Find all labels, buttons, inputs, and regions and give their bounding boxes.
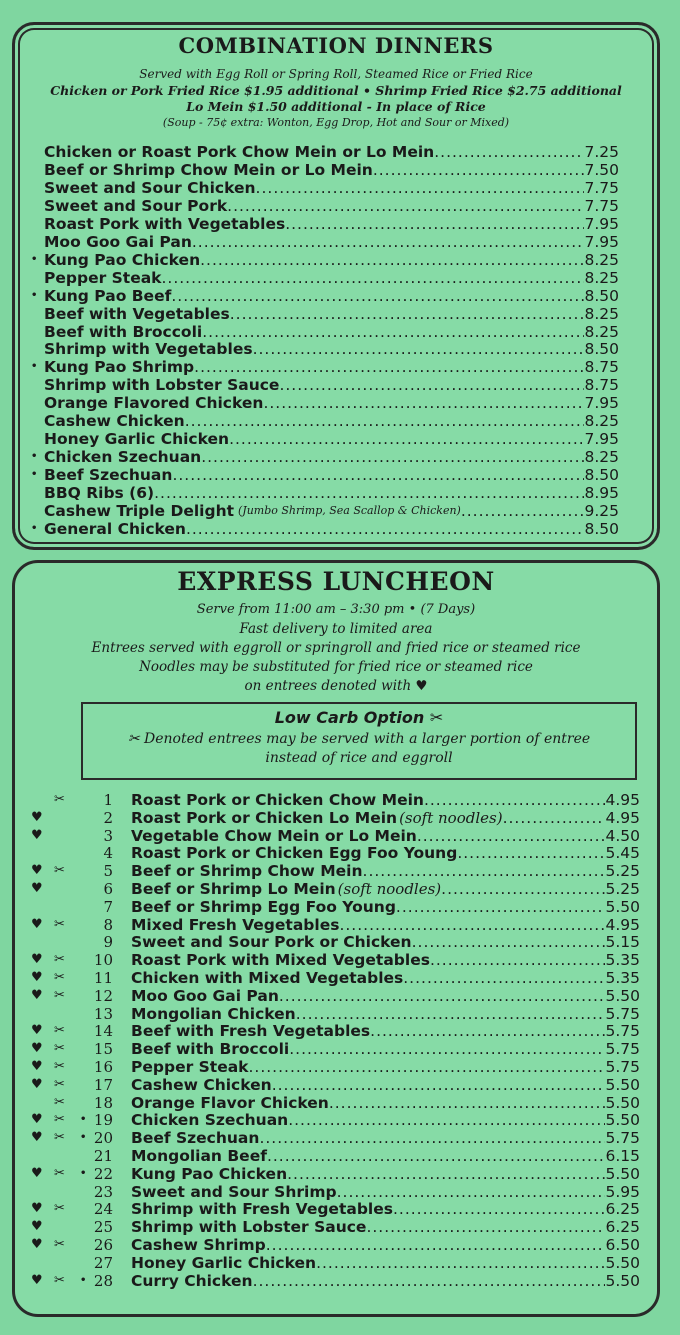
scissors-icon: ✂ <box>54 1076 65 1092</box>
menu-item <box>131 951 640 969</box>
menu-item-number: 16 <box>93 1058 113 1076</box>
menu-item-name: Beef with Broccoli <box>131 1040 290 1059</box>
menu-item-name: Cashew Chicken <box>44 412 185 431</box>
leader-dots <box>289 1040 605 1058</box>
menu-item-number: 11 <box>93 969 113 987</box>
leader-dots <box>316 1254 605 1272</box>
menu-item-price: 5.50 <box>605 897 640 916</box>
menu-item-name: Honey Garlic Chicken <box>44 430 230 449</box>
heart-icon: ♥ <box>31 1237 43 1252</box>
spicy-marker: • <box>80 1167 87 1179</box>
spicy-marker: • <box>31 522 38 534</box>
heart-icon: ♥ <box>31 1165 43 1181</box>
menu-item <box>44 161 619 179</box>
heart-icon: ♥ <box>31 881 43 896</box>
leader-dots <box>296 1005 606 1023</box>
spicy-marker: • <box>80 1132 87 1144</box>
menu-item-number: 18 <box>93 1093 113 1112</box>
scissors-icon: ✂ <box>54 1059 65 1074</box>
combination-dinners-title: COMBINATION DINNERS <box>178 33 494 58</box>
menu-item-name: Beef with Fresh Vegetables <box>131 1022 371 1041</box>
menu-item-number: 14 <box>93 1022 113 1041</box>
menu-item-price: 5.75 <box>605 1058 640 1076</box>
heart-icon: ♥ <box>31 1272 43 1288</box>
menu-item <box>131 1218 640 1236</box>
menu-item-name: Shrimp with Lobster Sauce <box>44 376 280 395</box>
menu-item-price: 7.25 <box>584 143 619 161</box>
leader-dots <box>192 233 585 251</box>
menu-item-name: Roast Pork with Vegetables <box>44 214 286 233</box>
menu-item <box>131 1094 640 1112</box>
menu-item-number: 4 <box>103 844 113 863</box>
low-carb-description: ✂ Denoted entrees may be served with a larger portion of entree <box>127 731 591 747</box>
scissors-icon: ✂ <box>54 987 65 1003</box>
heart-icon: ♥ <box>31 970 43 985</box>
express-note-3: Entrees served with eggroll or springroll and fried rice or steamed rice <box>91 640 581 656</box>
menu-item <box>131 1129 640 1147</box>
menu-item-price: 5.50 <box>605 1253 640 1272</box>
menu-item-price: 8.25 <box>584 412 619 431</box>
menu-item-price: 5.50 <box>605 986 640 1005</box>
menu-item <box>44 412 619 430</box>
menu-item-price: 4.95 <box>605 791 640 809</box>
menu-item-name: Roast Pork or Chicken Egg Foo Young <box>131 844 458 863</box>
menu-item-name: Kung Pao Chicken <box>131 1164 288 1183</box>
menu-item <box>131 987 640 1005</box>
menu-item <box>44 215 619 233</box>
leader-dots <box>263 394 584 412</box>
leader-dots <box>373 161 585 179</box>
leader-dots <box>441 880 605 898</box>
menu-item-name: Orange Flavored Chicken <box>44 394 264 413</box>
menu-item-price: 5.50 <box>605 1271 640 1290</box>
menu-item-price: 7.95 <box>584 430 619 449</box>
menu-item <box>131 1022 640 1040</box>
scissors-icon: ✂ <box>54 1272 65 1288</box>
heart-icon: ♥ <box>31 987 43 1003</box>
menu-item-name: Sweet and Sour Shrimp <box>131 1182 337 1201</box>
menu-item-name: Beef Szechuan <box>131 1129 260 1148</box>
menu-item <box>44 340 619 358</box>
menu-item-name: BBQ Ribs (6) <box>44 484 155 503</box>
menu-item-price: 8.25 <box>584 250 619 269</box>
menu-item <box>131 1254 640 1272</box>
leader-dots <box>272 1076 606 1094</box>
menu-item <box>44 376 619 394</box>
menu-item-name: Sweet and Sour Pork or Chicken <box>131 933 412 952</box>
menu-item-note: (soft noodles) <box>337 880 442 898</box>
heart-icon: ♥ <box>31 1130 43 1146</box>
leader-dots <box>417 827 606 845</box>
menu-item-price: 5.50 <box>605 1075 640 1094</box>
menu-item <box>44 448 619 466</box>
menu-item-price: 5.45 <box>605 844 640 863</box>
menu-item-number: 27 <box>93 1253 113 1272</box>
menu-item-number: 28 <box>93 1271 113 1290</box>
menu-item-name: Beef or Shrimp Egg Foo Young <box>131 897 396 916</box>
combination-dinners-panel <box>12 22 660 550</box>
menu-item-note: (Jumbo Shrimp, Sea Scallop & Chicken) <box>238 504 461 517</box>
menu-item-name: Sweet and Sour Chicken <box>44 178 256 197</box>
menu-item-price: 8.50 <box>584 340 619 359</box>
menu-item-number: 5 <box>103 862 113 881</box>
menu-item <box>131 1236 640 1254</box>
menu-item-number: 17 <box>93 1075 113 1094</box>
menu-item-price: 9.25 <box>584 502 619 520</box>
menu-item-name: Mongolian Beef <box>131 1147 267 1165</box>
menu-item-name: Cashew Triple Delight <box>44 502 235 520</box>
leader-dots <box>256 179 585 197</box>
menu-item <box>131 1111 640 1129</box>
menu-item-price: 8.50 <box>584 286 619 305</box>
scissors-icon: ✂ <box>54 1094 65 1110</box>
menu-item-price: 7.95 <box>584 394 619 413</box>
low-carb-description-2: instead of rice and eggroll <box>265 750 453 766</box>
menu-item-number: 23 <box>93 1182 113 1201</box>
leader-dots <box>171 287 584 305</box>
menu-item-name: General Chicken <box>44 519 186 538</box>
spicy-marker: • <box>31 469 38 481</box>
heart-icon: ♥ <box>31 809 43 825</box>
menu-item-name: Pepper Steak <box>44 268 162 287</box>
heart-icon: ♥ <box>31 863 43 879</box>
leader-dots <box>200 251 584 269</box>
scissors-icon: ✂ <box>54 970 65 985</box>
menu-item-price: 8.25 <box>584 304 619 323</box>
menu-item <box>44 305 619 323</box>
leader-dots <box>288 1111 605 1129</box>
menu-item-name: Kung Pao Chicken <box>44 250 201 269</box>
scissors-icon: ✂ <box>54 863 65 879</box>
menu-item-name: Beef or Shrimp Chow Mein <box>131 862 363 881</box>
menu-item-price: 6.15 <box>605 1147 640 1165</box>
menu-item-price: 5.15 <box>605 933 640 952</box>
heart-icon: ♥ <box>31 1201 43 1217</box>
express-note-2: Fast delivery to limited area <box>239 621 433 637</box>
spicy-marker: • <box>80 1114 87 1126</box>
menu-item-name: Sweet and Sour Pork <box>44 196 228 215</box>
menu-item-name: Mongolian Chicken <box>131 1004 296 1023</box>
leader-dots <box>267 1147 606 1165</box>
leader-dots <box>396 898 606 916</box>
menu-item <box>131 898 640 916</box>
leader-dots <box>503 809 606 827</box>
menu-item-number: 13 <box>93 1004 113 1023</box>
leader-dots <box>253 1272 606 1290</box>
low-carb-box <box>81 702 637 780</box>
menu-item-price: 7.75 <box>584 178 619 197</box>
menu-item-name: Chicken or Roast Pork Chow Mein or Lo Mein <box>44 143 435 161</box>
menu-item-price: 5.50 <box>605 1164 640 1183</box>
menu-item-price: 8.50 <box>584 466 619 485</box>
menu-item <box>131 933 640 951</box>
menu-item-price: 4.95 <box>605 808 640 827</box>
leader-dots <box>202 323 584 341</box>
menu-item-price: 5.75 <box>605 1129 640 1148</box>
menu-item-price: 8.75 <box>584 358 619 377</box>
low-carb-title: Low Carb Option ✂ <box>274 708 444 727</box>
leader-dots <box>253 340 585 358</box>
menu-item-name: Cashew Shrimp <box>131 1236 266 1254</box>
menu-item <box>44 502 619 520</box>
scissors-icon: ✂ <box>54 916 65 932</box>
menu-item <box>131 1200 640 1218</box>
menu-item-name: Orange Flavor Chicken <box>131 1093 329 1112</box>
menu-item-number: 21 <box>93 1147 113 1165</box>
menu-item <box>131 1005 640 1023</box>
menu-item-price: 8.95 <box>584 484 619 503</box>
menu-item-price: 7.95 <box>584 232 619 251</box>
menu-item <box>44 323 619 341</box>
leader-dots <box>339 916 605 934</box>
leader-dots <box>279 376 584 394</box>
combination-note-2: Chicken or Pork Fried Rice $1.95 additional • Shrimp Fried Rice $2.75 additional <box>50 83 622 98</box>
leader-dots <box>370 1022 605 1040</box>
menu-item-price: 5.50 <box>605 1111 640 1130</box>
menu-item-price: 8.25 <box>584 322 619 341</box>
leader-dots <box>161 269 584 287</box>
heart-icon: ♥ <box>31 1059 43 1074</box>
menu-item <box>131 1040 640 1058</box>
leader-dots <box>266 1236 606 1254</box>
menu-item-name: Vegetable Chow Mein or Lo Mein <box>131 826 417 845</box>
spicy-marker: • <box>31 361 38 373</box>
menu-item-note: (soft noodles) <box>399 808 503 827</box>
heart-icon: ♥ <box>31 1076 43 1092</box>
leader-dots <box>154 484 584 502</box>
scissors-icon: ✂ <box>54 1041 65 1057</box>
express-luncheon-title: EXPRESS LUNCHEON <box>177 567 495 596</box>
menu-item-number: 25 <box>93 1218 113 1237</box>
menu-item <box>131 1183 640 1201</box>
menu-item-number: 8 <box>103 915 113 934</box>
menu-item <box>131 844 640 862</box>
menu-item <box>131 791 640 809</box>
menu-item <box>44 358 619 376</box>
menu-item-number: 2 <box>103 808 113 827</box>
express-note-5: on entrees denoted with ♥ <box>244 678 428 694</box>
menu-item <box>131 1165 640 1183</box>
leader-dots <box>412 933 606 951</box>
heart-icon: ♥ <box>31 1219 43 1235</box>
leader-dots <box>366 1218 605 1236</box>
menu-item-name: Beef or Shrimp Chow Mein or Lo Mein <box>44 160 373 179</box>
menu-item <box>131 880 640 898</box>
express-luncheon-panel <box>12 560 660 1317</box>
spicy-marker: • <box>31 253 38 265</box>
menu-item <box>44 251 619 269</box>
menu-item-number: 7 <box>103 897 113 916</box>
menu-item <box>131 1076 640 1094</box>
menu-item <box>44 233 619 251</box>
heart-icon: ♥ <box>31 916 43 932</box>
express-note-4: Noodles may be substituted for fried rice or steamed rice <box>139 659 533 675</box>
menu-item <box>44 520 619 538</box>
menu-item-number: 20 <box>93 1129 113 1148</box>
leader-dots <box>363 862 606 880</box>
scissors-icon: ✂ <box>54 1023 65 1039</box>
menu-item-price: 8.25 <box>584 268 619 287</box>
menu-item-price: 7.95 <box>584 214 619 233</box>
menu-item-name: Beef or Shrimp Lo Mein <box>131 880 336 898</box>
leader-dots <box>285 215 584 233</box>
menu-item-name: Shrimp with Lobster Sauce <box>131 1218 367 1237</box>
menu-item-name: Honey Garlic Chicken <box>131 1253 317 1272</box>
menu-item <box>44 466 619 484</box>
menu-item-price: 5.95 <box>605 1182 640 1201</box>
menu-item-name: Cashew Chicken <box>131 1075 272 1094</box>
menu-item-name: Roast Pork or Chicken Lo Mein <box>131 808 398 827</box>
menu-item <box>44 179 619 197</box>
menu-item-name: Curry Chicken <box>131 1271 253 1290</box>
heart-icon: ♥ <box>31 827 43 843</box>
leader-dots <box>457 844 605 862</box>
menu-item-number: 6 <box>103 880 113 898</box>
heart-icon: ♥ <box>31 952 43 968</box>
menu-item <box>131 809 640 827</box>
menu-item-price: 4.50 <box>605 826 640 845</box>
scissors-icon: ✂ <box>54 1201 65 1217</box>
leader-dots <box>172 466 584 484</box>
menu-item <box>131 1058 640 1076</box>
menu-item-name: Roast Pork or Chicken Chow Mein <box>131 791 424 809</box>
leader-dots <box>194 358 584 376</box>
menu-item <box>131 916 640 934</box>
spicy-marker: • <box>80 1274 87 1286</box>
menu-item-price: 5.25 <box>605 880 640 898</box>
menu-item-price: 8.25 <box>584 448 619 467</box>
menu-item-price: 4.95 <box>605 915 640 934</box>
menu-item-name: Beef with Broccoli <box>44 322 203 341</box>
menu-item-name: Chicken Szechuan <box>131 1111 289 1130</box>
menu-item-name: Shrimp with Vegetables <box>44 340 253 359</box>
menu-item-name: Shrimp with Fresh Vegetables <box>131 1200 393 1219</box>
leader-dots <box>393 1200 606 1218</box>
menu-item-name: Kung Pao Beef <box>44 286 172 305</box>
scissors-icon: ✂ <box>54 792 65 807</box>
menu-item <box>131 1272 640 1290</box>
scissors-icon: ✂ <box>54 1112 65 1128</box>
scissors-icon: ✂ <box>54 1165 65 1181</box>
menu-item <box>44 143 619 161</box>
spicy-marker: • <box>31 289 38 301</box>
scissors-icon: ✂ <box>54 952 65 968</box>
menu-item <box>44 197 619 215</box>
menu-item-name: Mixed Fresh Vegetables <box>131 915 340 934</box>
menu-item-name: Beef with Vegetables <box>44 304 230 323</box>
menu-item-price: 5.75 <box>605 1040 640 1059</box>
leader-dots <box>279 987 606 1005</box>
menu-item <box>131 827 640 845</box>
menu-item <box>44 269 619 287</box>
menu-item-name: Chicken Szechuan <box>44 448 202 467</box>
menu-item-price: 7.50 <box>584 160 619 179</box>
menu-item-price: 6.25 <box>605 1200 640 1219</box>
leader-dots <box>248 1058 605 1076</box>
menu-item-price: 5.25 <box>605 862 640 881</box>
leader-dots <box>229 430 584 448</box>
menu-item-name: Chicken with Mixed Vegetables <box>131 969 404 987</box>
menu-item-price: 5.35 <box>605 969 640 987</box>
leader-dots <box>230 305 585 323</box>
menu-item <box>44 287 619 305</box>
menu-item-number: 15 <box>93 1040 113 1059</box>
leader-dots <box>430 951 606 969</box>
leader-dots <box>259 1129 605 1147</box>
leader-dots <box>337 1183 606 1201</box>
menu-item <box>44 430 619 448</box>
menu-item <box>131 969 640 987</box>
combination-note-4: (Soup - 75¢ extra: Wonton, Egg Drop, Hot and Sour or Mixed) <box>162 116 510 129</box>
express-note-1: Serve from 11:00 am – 3:30 pm • (7 Days) <box>196 602 476 617</box>
menu-item-price: 6.25 <box>605 1218 640 1237</box>
menu-item <box>131 862 640 880</box>
leader-dots <box>461 502 585 520</box>
menu-item-price: 6.50 <box>605 1236 640 1254</box>
leader-dots <box>185 412 585 430</box>
menu-item <box>44 394 619 412</box>
leader-dots <box>329 1094 606 1112</box>
menu-item-price: 7.75 <box>584 196 619 215</box>
menu-item-name: Roast Pork with Mixed Vegetables <box>131 951 430 970</box>
leader-dots <box>227 197 584 215</box>
menu-item-price: 5.75 <box>605 1022 640 1041</box>
menu-item-price: 5.75 <box>605 1004 640 1023</box>
combination-note-3: Lo Mein $1.50 additional - In place of Rice <box>186 99 486 114</box>
menu-item-name: Kung Pao Shrimp <box>44 358 195 377</box>
heart-icon: ♥ <box>31 1041 43 1057</box>
heart-icon: ♥ <box>31 1112 43 1128</box>
menu-item-price: 5.35 <box>605 951 640 970</box>
leader-dots <box>424 791 606 809</box>
menu-item-name: Beef Szechuan <box>44 466 173 485</box>
menu-item-price: 8.75 <box>584 376 619 395</box>
menu-item-number: 19 <box>93 1111 113 1130</box>
menu-item-price: 5.50 <box>605 1093 640 1112</box>
menu-item-number: 3 <box>103 826 113 845</box>
menu-item-name: Moo Goo Gai Pan <box>44 232 192 251</box>
menu-item <box>44 484 619 502</box>
menu-item-number: 10 <box>93 951 113 970</box>
menu-item-name: Moo Goo Gai Pan <box>131 986 279 1005</box>
scissors-icon: ✂ <box>54 1237 65 1252</box>
spicy-marker: • <box>31 451 38 463</box>
menu-item-number: 1 <box>103 791 113 809</box>
leader-dots <box>186 520 585 538</box>
leader-dots <box>434 143 584 161</box>
heart-icon: ♥ <box>31 1023 43 1039</box>
combination-note-1: Served with Egg Roll or Spring Roll, Steamed Rice or Fried Rice <box>139 67 533 81</box>
leader-dots <box>287 1165 605 1183</box>
menu-item-number: 24 <box>93 1200 113 1219</box>
menu-item-number: 12 <box>93 986 113 1005</box>
leader-dots <box>201 448 584 466</box>
menu-item-number: 26 <box>93 1236 113 1254</box>
scissors-icon: ✂ <box>54 1130 65 1146</box>
menu-item-price: 8.50 <box>584 519 619 538</box>
menu-item-name: Pepper Steak <box>131 1058 249 1076</box>
leader-dots <box>403 969 605 987</box>
menu-item <box>131 1147 640 1165</box>
menu-item-number: 22 <box>93 1164 113 1183</box>
menu-item-number: 9 <box>103 933 113 952</box>
